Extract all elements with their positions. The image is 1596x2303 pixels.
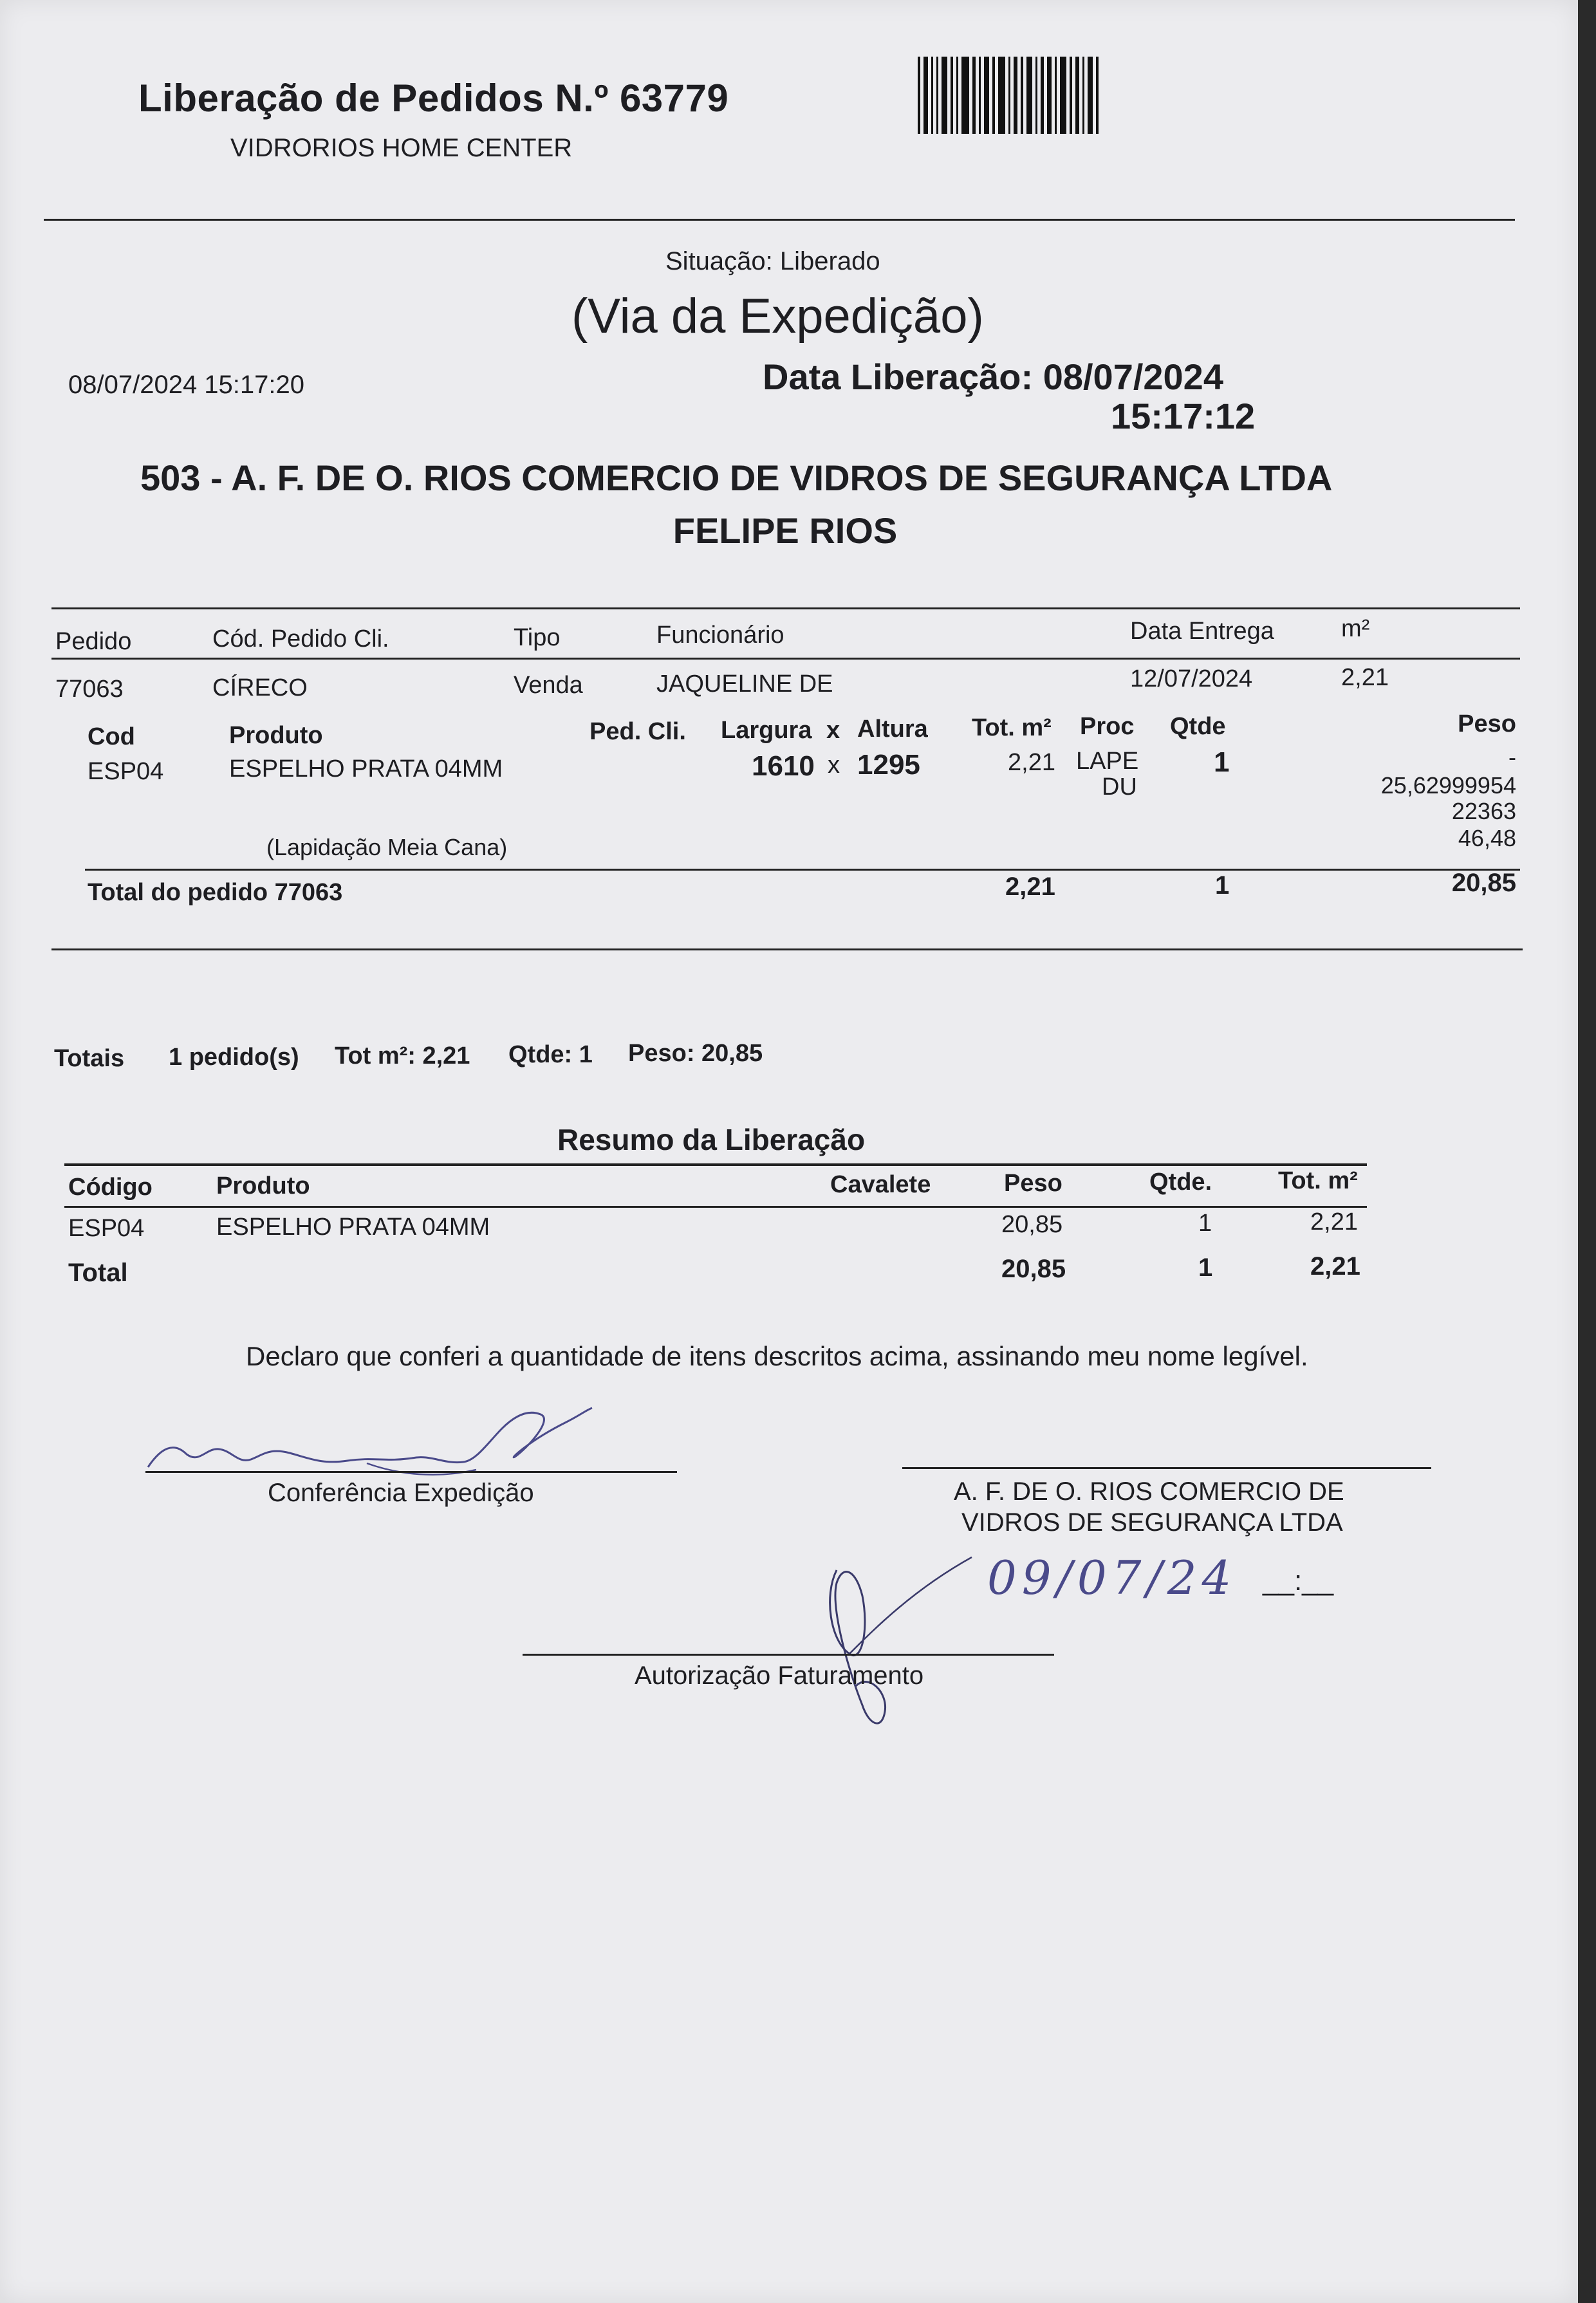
via-label: (Via da Expedição)	[571, 289, 984, 344]
col-header-funcionario: Funcionário	[656, 622, 784, 649]
company-line-2: VIDROS DE SEGURANÇA LTDA	[961, 1508, 1343, 1537]
col-header-tipo: Tipo	[514, 624, 561, 651]
resumo-total-tot-m2: 2,21	[1310, 1252, 1360, 1281]
item-header-proc: Proc	[1080, 713, 1135, 740]
print-datetime: 08/07/2024 15:17:20	[68, 371, 305, 399]
order-m2: 2,21	[1341, 664, 1389, 691]
conferencia-signature-line	[145, 1471, 677, 1473]
resumo-total-qtde: 1	[1198, 1253, 1213, 1282]
item-header-cod: Cod	[88, 723, 135, 750]
resumo-row-codigo: ESP04	[68, 1215, 145, 1242]
resumo-header-tot-m2: Tot. m²	[1278, 1167, 1358, 1194]
totais-qtde: Qtde: 1	[508, 1041, 593, 1068]
conferencia-signature	[142, 1403, 605, 1480]
resumo-top-rule	[64, 1163, 1367, 1166]
item-header-produto: Produto	[229, 722, 323, 749]
order-section-bottom-rule	[51, 948, 1523, 950]
item-total-qtde: 1	[1215, 871, 1230, 900]
item-x: x	[828, 752, 840, 779]
item-total-m2: 2,21	[1005, 873, 1055, 901]
col-header-m2: m²	[1341, 615, 1370, 642]
resumo-header-qtde: Qtde.	[1149, 1169, 1212, 1196]
item-peso-3: 22363	[1451, 798, 1516, 824]
autorizacao-label: Autorização Faturamento	[635, 1661, 924, 1690]
resumo-title: Resumo da Liberação	[557, 1123, 866, 1156]
resumo-header-codigo: Código	[68, 1174, 153, 1201]
col-header-cod-pedido-cli: Cód. Pedido Cli.	[212, 625, 389, 652]
release-date: Data Liberação: 08/07/2024	[763, 356, 1223, 397]
order-pedido: 77063	[55, 676, 124, 703]
resumo-header-produto: Produto	[216, 1172, 310, 1199]
resumo-total-peso: 20,85	[1001, 1255, 1066, 1283]
col-header-data-entrega: Data Entrega	[1130, 618, 1274, 645]
declaration-text: Declaro que conferi a quantidade de itens descritos acima, assinando meu nome legível.	[246, 1341, 1308, 1371]
resumo-header-cavalete: Cavalete	[830, 1171, 931, 1198]
resumo-row-qtde: 1	[1198, 1210, 1212, 1237]
item-largura: 1610	[752, 750, 815, 782]
handwritten-date: 09/07/24	[987, 1551, 1237, 1605]
company-signature-line	[902, 1467, 1431, 1469]
resumo-header-rule	[64, 1206, 1367, 1208]
item-total-rule	[85, 869, 1520, 871]
item-header-qtde: Qtde	[1170, 713, 1226, 740]
client-contact: FELIPE RIOS	[673, 510, 898, 551]
status-text: Situação: Liberado	[665, 247, 880, 275]
item-tot-m2: 2,21	[1008, 749, 1055, 776]
release-time: 15:17:12	[1111, 396, 1256, 436]
totais-peso: Peso: 20,85	[628, 1040, 763, 1067]
item-total-peso: 20,85	[1451, 869, 1516, 897]
item-proc-1: LAPE	[1076, 748, 1139, 775]
item-obs: (Lapidação Meia Cana)	[266, 834, 508, 860]
item-header-ped-cli: Ped. Cli.	[589, 718, 686, 745]
item-header-peso: Peso	[1458, 710, 1516, 737]
item-header-x: x	[826, 717, 840, 744]
conferencia-label: Conferência Expedição	[268, 1479, 534, 1507]
item-total-label: Total do pedido 77063	[88, 879, 343, 906]
autorizacao-signature	[824, 1557, 991, 1737]
item-proc-2: DU	[1102, 773, 1137, 800]
order-tipo: Venda	[514, 672, 583, 699]
time-blank: __:__	[1263, 1565, 1334, 1596]
company-line-1: A. F. DE O. RIOS COMERCIO DE	[954, 1477, 1344, 1506]
totais-pedidos: 1 pedido(s)	[169, 1044, 299, 1071]
item-peso-1: -	[1508, 744, 1516, 770]
item-altura: 1295	[857, 749, 920, 781]
item-produto: ESPELHO PRATA 04MM	[229, 755, 503, 782]
resumo-header-peso: Peso	[1004, 1170, 1062, 1197]
order-cod-pedido-cli: CÍRECO	[212, 674, 308, 701]
resumo-row-peso: 20,85	[1001, 1211, 1063, 1238]
item-peso-2: 25,62999954	[1380, 772, 1516, 799]
item-header-tot-m2: Tot. m²	[972, 714, 1052, 741]
totais-m2: Tot m²: 2,21	[335, 1042, 470, 1069]
company-name: VIDRORIOS HOME CENTER	[230, 134, 573, 162]
barcode	[918, 57, 1178, 134]
order-data-entrega: 12/07/2024	[1130, 665, 1253, 692]
document-title: Liberação de Pedidos N.º 63779	[138, 77, 729, 120]
resumo-row-produto: ESPELHO PRATA 04MM	[216, 1214, 490, 1241]
resumo-row-tot-m2: 2,21	[1310, 1208, 1358, 1235]
order-table-top-rule	[51, 607, 1520, 609]
item-peso-4: 46,48	[1458, 825, 1516, 851]
autorizacao-signature-line	[523, 1654, 1054, 1656]
item-cod: ESP04	[88, 758, 164, 785]
totais-label: Totais	[54, 1045, 125, 1072]
order-funcionario: JAQUELINE DE	[656, 671, 833, 698]
item-qtde: 1	[1214, 746, 1230, 778]
item-header-largura: Largura	[721, 717, 812, 744]
col-header-pedido: Pedido	[55, 628, 132, 655]
client-name: 503 - A. F. DE O. RIOS COMERCIO DE VIDROS DE SEGURANÇA LTDA	[140, 458, 1333, 498]
item-header-altura: Altura	[857, 716, 928, 743]
resumo-total-label: Total	[68, 1259, 128, 1287]
header-divider	[44, 219, 1515, 221]
order-table-header-rule	[51, 658, 1520, 660]
